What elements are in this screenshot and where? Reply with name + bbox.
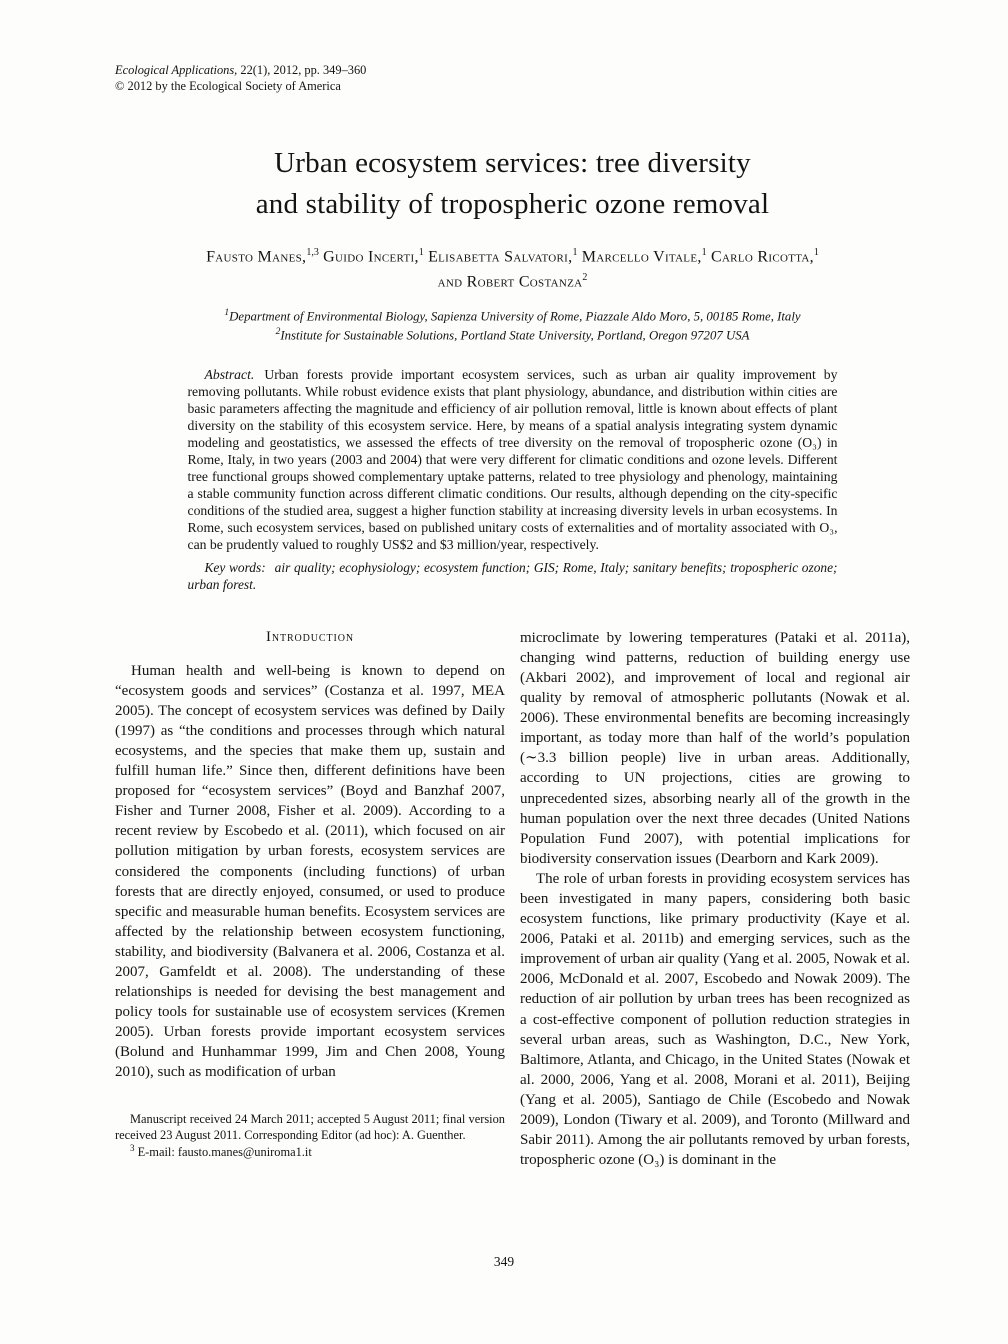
journal-issue-info: 22(1), 2012, pp. 349–360 <box>237 63 367 77</box>
corresponding-email: E-mail: fausto.manes@uniroma1.it <box>137 1145 312 1160</box>
author-name: Guido Incerti, <box>323 248 419 266</box>
author-name: Marcello Vitale, <box>581 248 702 266</box>
author-affiliation-superscript: 2 <box>582 272 588 284</box>
intro-paragraph-right-1: microclimate by lowering temperatures (Pataki et al. 2011a), changing wind patterns, reduction of building energy use (Akbari 2002), and improvement of local and regional air quality by removal of atmospheric pollutants (Nowak et al. 2006). These environmental benefits are becoming increasingly important, as today more than half of the world’s population (∼3.3 billion people) live in urban areas. Additionally, according to UN projections, cities are growing to unprecedented sizes, absorbing nearly all of the growth in the human population over the next three decades (United Nations Population Fund 2007), with potential implications for biodiversity conservation issues (Dearborn and Kark 2009). <box>520 629 910 867</box>
author-lines <box>115 245 910 295</box>
journal-citation-line <box>115 62 910 78</box>
keywords-paragraph <box>188 560 838 594</box>
introduction-heading: Introduction <box>266 628 354 645</box>
footnote-block <box>115 1111 505 1161</box>
left-column <box>115 628 505 1171</box>
copyright-line: © 2012 by the Ecological Society of America <box>115 79 341 94</box>
author-line <box>115 245 910 270</box>
author-name: Fausto Manes, <box>206 248 307 266</box>
affiliation-superscript: 1 <box>224 308 230 319</box>
author-name: Elisabetta Salvatori, <box>428 248 573 266</box>
article-title-line2: and stability of tropospheric ozone removal <box>255 187 770 220</box>
journal-name: Ecological Applications, <box>115 63 238 77</box>
abstract-text: Urban forests provide important ecosystem services, such as urban air quality improvement by removing pollutants. While robust evidence exists that plant physiology, abundance, and distribution within cities are basic parameters affecting the magnitude and efficiency of air pollution removal, little is known about effects of plant diversity on the stability of this ecosystem service. Here, by means of a spatial analysis integrating system dynamic modeling and geostatistics, we assessed the effects of tree diversity on the removal of tropospheric ozone (O₃) in Rome, Italy, in two years (2003 and 2004) that were very different for climatic conditions and ozone levels. Different tree functional groups showed complementary uptake patterns, related to tree physiology and phenology, maintaining a stable community function across different climatic conditions. Our results, although depending on the city-specific conditions of the studied area, suggest a higher function stability at increasing diversity levels in urban ecosystems. In Rome, such ecosystem services, based on published unitary costs of externalities and of mortality associated with O₃, can be prudently valued to roughly US$2 and $3 million/year, respectively. <box>187 367 838 553</box>
affiliations <box>115 307 910 345</box>
affiliation-line <box>115 326 910 345</box>
abstract-label: Abstract. <box>204 367 255 383</box>
author-affiliation-superscript: 1 <box>813 247 819 259</box>
article-title-line1: Urban ecosystem services: tree diversity <box>274 146 751 179</box>
abstract-paragraph <box>188 367 838 554</box>
keywords-text: air quality; ecophysiology; ecosystem function; GIS; Rome, Italy; sanitary benefits; tropospheric ozone; urban forest. <box>187 560 838 592</box>
email-footnote-marker: 3 <box>130 1143 135 1154</box>
author-line <box>115 270 910 295</box>
abstract-section <box>188 367 838 554</box>
right-column <box>520 628 910 1171</box>
author-affiliation-superscript: 1 <box>418 247 424 259</box>
affiliation-superscript: 2 <box>275 327 281 338</box>
intro-paragraph-right-2: The role of urban forests in providing ecosystem services has been investigated in many papers, considering both basic ecosystem functions, like primary productivity (Kaye et al. 2006, Pataki et al. 2011b) and emerging services, such as the improvement of urban air quality (Yang et al. 2005, Nowak et al. 2006, McDonald et al. 2007, Escobedo and Nowak 2009). The reduction of air pollution by urban trees has been recognized as a cost-effective component of pollution reduction strategies in several urban areas, such as Washington, D.C., New York, Baltimore, Atlanta, and Chicago, in the United States (Nowak et al. 2000, 2006, Yang et al. 2008, Morani et al. 2011), Beijing (Yang et al. 2005), Santiago de Chile (Escobedo and Nowak 2009), London (Tiwary et al. 2009), and Toronto (Millward and Sabir 2011). Among the air pollutants removed by urban forests, tropospheric ozone (O₃) is dominant in the <box>520 870 910 1169</box>
intro-paragraph-left: Human health and well-being is known to depend on “ecosystem goods and services” (Costanza et al. 1997, MEA 2005). The concept of ecosystem services was defined by Daily (1997) as “the conditions and processes through which natural ecosystems, and the species that make them up, sustain and fulfill human life.” Since then, different definitions have been proposed for “ecosystem services” (Boyd and Banzhaf 2007, Fisher and Turner 2008, Fisher et al. 2009). According to a recent review by Escobedo et al. (2011), which focused on air pollution mitigation by urban forests, ecosystem services are considered the components (including functions) of urban forests that are directly enjoyed, consumed, or used to produce specific and measurable human benefits. Ecosystem services are affected by the relationship between ecosystem functioning, stability, and biodiversity (Balvanera et al. 2006, Costanza et al. 2007, Gamfeldt et al. 2008). The understanding of these relationships is needed for devising the best management and policy tools for sustainable use of ecosystem services (Kremen 2005). Urban forests provide important ecosystem services (Bolund and Hunhammar 1999, Jim and Chen 2008, Young 2010), such as modification of urban <box>115 662 505 1081</box>
affiliation-line <box>115 307 910 326</box>
body-columns <box>115 628 910 1171</box>
author-name: Carlo Ricotta, <box>710 248 814 266</box>
author-affiliation-superscript: 1 <box>572 247 578 259</box>
affiliation-text: Institute for Sustainable Solutions, Portland State University, Portland, Oregon 97207 USA <box>280 328 750 343</box>
corresponding-email-note <box>115 1143 505 1160</box>
author-affiliation-superscript: 1,3 <box>306 247 319 259</box>
article-title <box>115 143 910 225</box>
page-number: 349 <box>493 1254 515 1269</box>
author-name: and Robert Costanza <box>437 273 583 291</box>
manuscript-history-note: Manuscript received 24 March 2011; accepted 5 August 2011; final version received 23 August 2011. Corresponding Editor (ad hoc): A. Guenther. <box>115 1111 505 1142</box>
affiliation-text: Department of Environmental Biology, Sapienza University of Rome, Piazzale Aldo Moro, 5, 00185 Rome, Italy <box>229 309 801 324</box>
author-affiliation-superscript: 1 <box>701 247 707 259</box>
keywords-label: Key words: <box>204 560 266 576</box>
keywords-section <box>188 560 838 594</box>
masthead <box>115 62 910 95</box>
